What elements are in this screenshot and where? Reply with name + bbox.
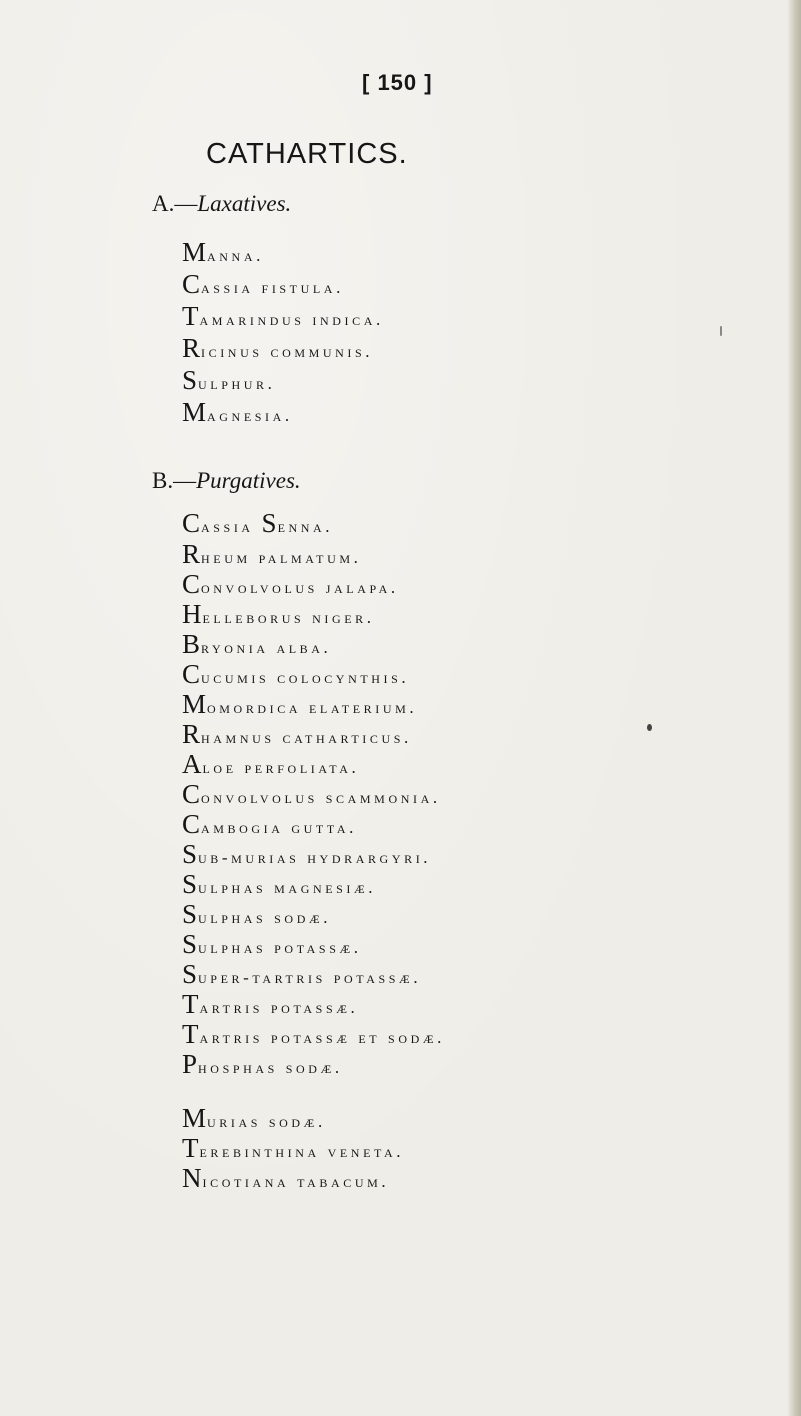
- ink-speck: [720, 326, 722, 336]
- list-item: Tamarindus indica.: [182, 301, 384, 331]
- page-title: CATHARTICS.: [206, 138, 408, 170]
- list-item: Helleborus niger.: [182, 599, 375, 629]
- section-title: Purgatives.: [196, 468, 301, 493]
- list-item: Sulphas potassæ.: [182, 929, 362, 959]
- list-item: Ricinus communis.: [182, 333, 374, 363]
- section-heading-purgatives: [152, 468, 301, 494]
- list-item: Nicotiana tabacum.: [182, 1163, 390, 1193]
- list-item: Sulphur.: [182, 365, 276, 395]
- list-item: Manna.: [182, 237, 264, 267]
- list-item: Aloe perfoliata.: [182, 749, 360, 779]
- list-item: Cambogia gutta.: [182, 809, 357, 839]
- list-item: Murias sodæ.: [182, 1103, 326, 1133]
- list-item: Cucumis colocynthis.: [182, 659, 410, 689]
- list-item: Momordica elaterium.: [182, 689, 418, 719]
- list-item: Magnesia.: [182, 397, 293, 427]
- list-item: Super-tartris potassæ.: [182, 959, 422, 989]
- list-item: Sulphas magnesiæ.: [182, 869, 377, 899]
- ink-speck: [647, 724, 652, 731]
- list-item: Sulphas sodæ.: [182, 899, 332, 929]
- list-item: Convolvolus jalapa.: [182, 569, 399, 599]
- list-item: Bryonia alba.: [182, 629, 332, 659]
- page-edge-shadow: [787, 0, 801, 1416]
- list-item: Tartris potassæ.: [182, 989, 359, 1019]
- list-item: Cassia Senna.: [182, 508, 334, 538]
- list-item: Terebinthina veneta.: [182, 1133, 405, 1163]
- list-item: Rhamnus catharticus.: [182, 719, 412, 749]
- list-item: Sub-murias hydrargyri.: [182, 839, 432, 869]
- list-item: Tartris potassæ et sodæ.: [182, 1019, 445, 1049]
- list-item: Phosphas sodæ.: [182, 1049, 343, 1079]
- list-item: Rheum palmatum.: [182, 539, 362, 569]
- list-item: Cassia fistula.: [182, 269, 344, 299]
- section-letter: A.—: [152, 191, 198, 216]
- section-title: Laxatives.: [197, 191, 292, 216]
- section-heading-laxatives: [152, 191, 291, 217]
- section-letter: B.—: [152, 468, 197, 493]
- list-item: Convolvolus scammonia.: [182, 779, 441, 809]
- page-number: [ 150 ]: [362, 70, 433, 95]
